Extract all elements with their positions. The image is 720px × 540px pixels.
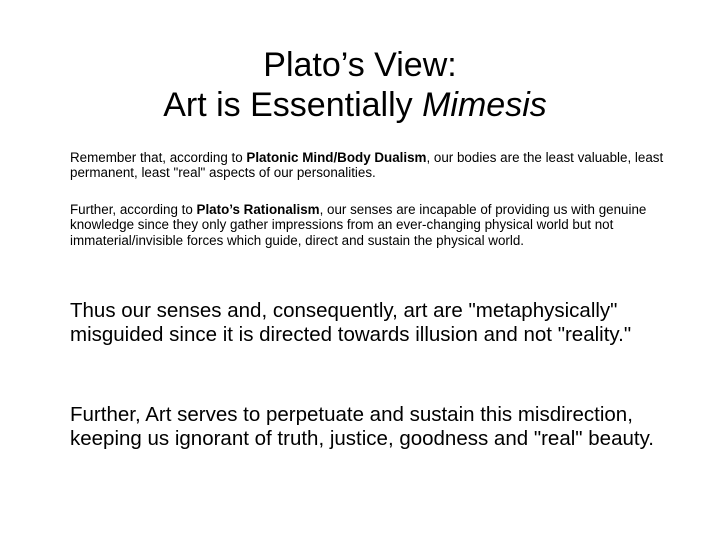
paragraph-dualism-after: , our bodies are the least valuable, least permanent, least "real" aspects of our personalities. — [70, 150, 664, 181]
term-mind-body-dualism: Platonic Mind/Body Dualism — [246, 150, 427, 165]
paragraph-dualism — [70, 150, 680, 181]
term-platos-rationalism: Plato’s Rationalism — [196, 202, 320, 217]
paragraph-rationalism-after: , our senses are incapable of providing us with genuine knowledge since they only gather impressions from an ever-changing physical world but not immaterial/invisible forces which guide, direct and sustain the physical world. — [70, 202, 647, 248]
title-line-1: Plato’s View: — [263, 45, 457, 84]
title-line-2-text: Art is Essentially — [163, 85, 423, 124]
paragraph-rationalism — [70, 202, 680, 248]
title-mimesis: Mimesis — [422, 85, 547, 124]
paragraph-dualism-before: Remember that, according to — [70, 150, 247, 165]
title-line-2 — [0, 85, 720, 125]
slide-title — [0, 45, 720, 125]
paragraph-senses-art: Thus our senses and, consequently, art are "metaphysically" misguided since it is directed towards illusion and not "reality." — [70, 299, 632, 346]
paragraph-misdirection: Further, Art serves to perpetuate and sustain this misdirection, keeping us ignorant of truth, justice, goodness and "real" beauty. — [70, 403, 654, 450]
paragraph-rationalism-before: Further, according to — [70, 202, 197, 217]
